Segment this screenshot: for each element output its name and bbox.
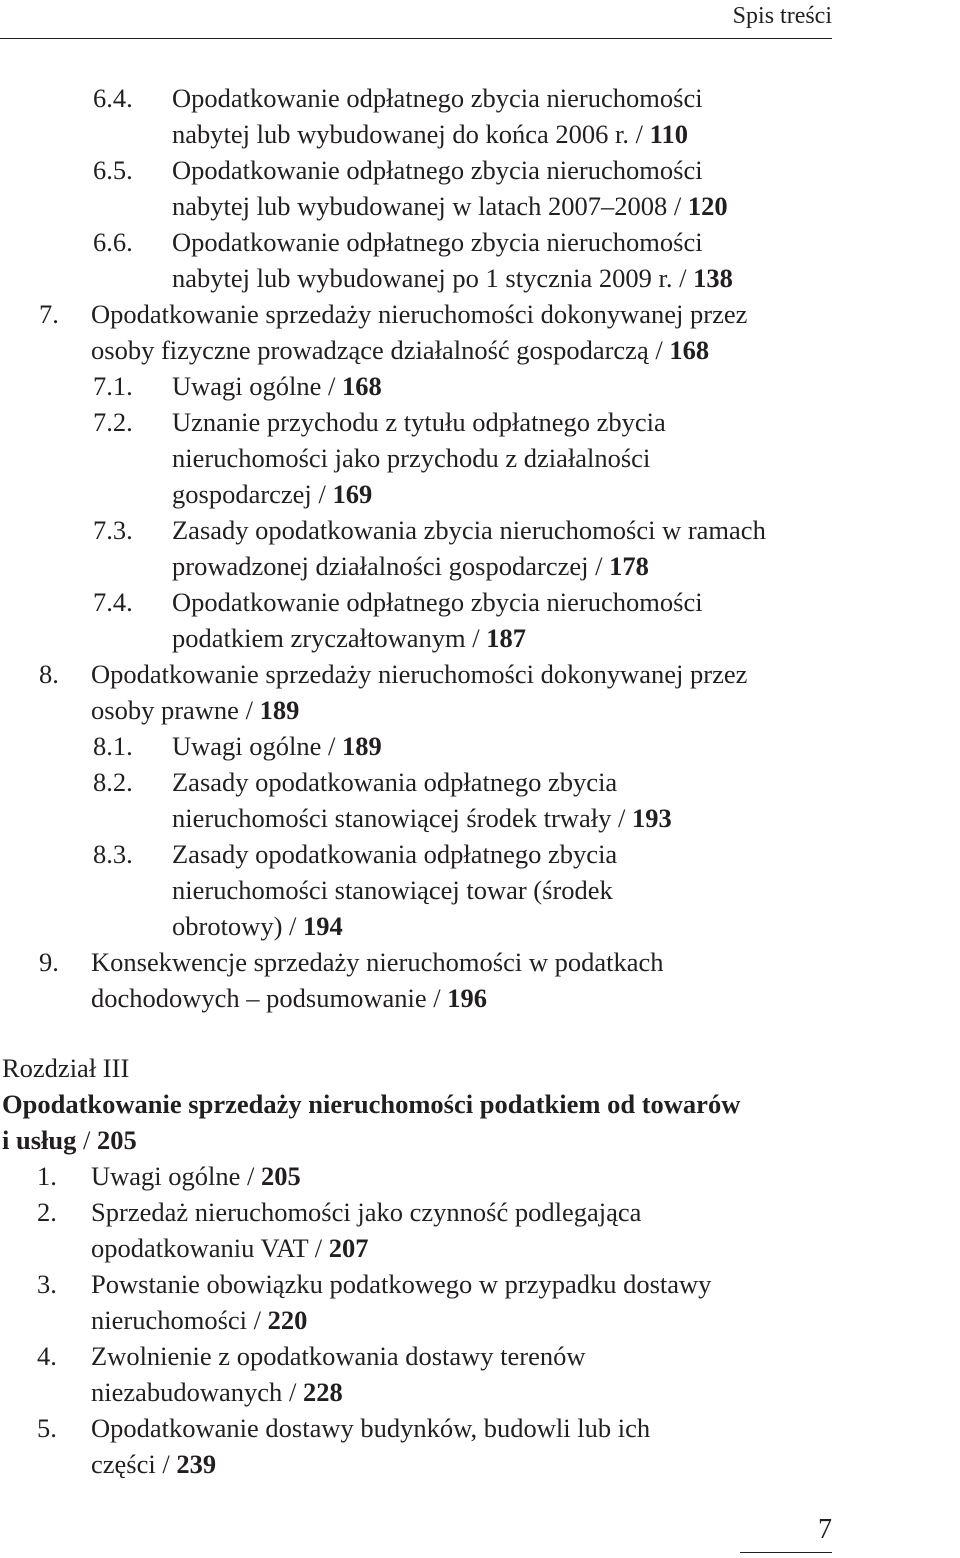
header-rule — [0, 38, 832, 39]
toc-entry-number: 6.5. — [93, 155, 133, 185]
toc-entry-text: Zwolnienie z opodatkowania dostawy terenów — [91, 1341, 586, 1371]
toc-entry-text: nieruchomości jako przychodu z działalności — [172, 443, 651, 473]
toc-entry-text: nabytej lub wybudowanej w latach 2007–2008 / 120 — [172, 191, 728, 221]
chapter-title-line: i usług / 205 — [2, 1125, 137, 1155]
toc-entry-number: 8.1. — [93, 731, 133, 761]
toc-entry-text: Sprzedaż nieruchomości jako czynność podlegająca — [91, 1197, 642, 1227]
toc-entry-text: nabytej lub wybudowanej po 1 stycznia 2009 r. / 138 — [172, 263, 733, 293]
toc-entry-text: Opodatkowanie odpłatnego zbycia nieruchomości — [172, 83, 703, 113]
toc-entry-text: nieruchomości / 220 — [91, 1305, 308, 1335]
toc-entry-text: Powstanie obowiązku podatkowego w przypadku dostawy — [91, 1269, 712, 1299]
toc-entry-number: 9. — [39, 947, 59, 977]
toc-entry-text: Opodatkowanie odpłatnego zbycia nieruchomości — [172, 587, 703, 617]
running-head: Spis treści — [732, 3, 832, 29]
toc-page-number: 220 — [267, 1305, 308, 1335]
toc-entry-text: osoby prawne / 189 — [91, 695, 300, 725]
toc-entry-text: nabytej lub wybudowanej do końca 2006 r. / 110 — [172, 119, 688, 149]
toc-page-number: 187 — [486, 623, 526, 653]
toc-entry-text: Opodatkowanie sprzedaży nieruchomości dokonywanej przez — [91, 659, 748, 689]
toc-entry-text: dochodowych – podsumowanie / 196 — [91, 983, 487, 1013]
toc-entry-number: 8.3. — [93, 839, 133, 869]
toc-page-number: 178 — [609, 551, 649, 581]
toc-entry-text: Opodatkowanie sprzedaży nieruchomości dokonywanej przez — [91, 299, 748, 329]
toc-page-number: 120 — [687, 191, 728, 221]
toc-entry-text: nieruchomości stanowiącej towar (środek — [172, 875, 613, 905]
toc-entry-number: 7. — [39, 299, 59, 329]
toc-page-number: 168 — [342, 371, 382, 401]
toc-page-number: 110 — [649, 119, 688, 149]
toc-page-number: 189 — [342, 731, 382, 761]
toc-page-number: 138 — [693, 263, 733, 293]
chapter-title — [2, 1086, 740, 1158]
toc-entry-number: 7.1. — [93, 371, 133, 401]
toc-page-number: 228 — [302, 1377, 343, 1407]
toc-page-number: 194 — [303, 911, 343, 941]
toc-page-number: 169 — [332, 479, 373, 509]
chapter-page: 205 — [97, 1125, 137, 1155]
toc-entry-text: obrotowy) / 194 — [172, 911, 343, 941]
toc-entry-text: Uznanie przychodu z tytułu odpłatnego zbycia — [172, 407, 666, 437]
toc-entry-text: Uwagi ogólne / 189 — [172, 731, 382, 761]
toc-entry-text: opodatkowaniu VAT / 207 — [91, 1233, 369, 1263]
page-number: 7 — [818, 1514, 832, 1545]
toc-entry-text: osoby fizyczne prowadzące działalność gospodarczą / 168 — [91, 335, 710, 365]
toc-entry-number: 2. — [37, 1197, 57, 1227]
toc-entry-text: prowadzonej działalności gospodarczej / 178 — [172, 551, 649, 581]
toc-page-number: 205 — [261, 1161, 301, 1191]
toc-entry-text: Uwagi ogólne / 205 — [91, 1161, 301, 1191]
toc-entry-text: gospodarczej / 169 — [172, 479, 373, 509]
toc-entry-number: 6.6. — [93, 227, 133, 257]
chapter-label: Rozdział III — [2, 1053, 130, 1083]
chapter-title-line: Opodatkowanie sprzedaży nieruchomości podatkiem od towarów — [2, 1089, 741, 1119]
toc-entry-text: podatkiem zryczałtowanym / 187 — [172, 623, 526, 653]
toc-entry-text: nieruchomości stanowiącej środek trwały / 193 — [172, 803, 672, 833]
toc-entry-text: Zasady opodatkowania zbycia nieruchomości w ramach — [172, 515, 766, 545]
toc-entry-text: Uwagi ogólne / 168 — [172, 371, 382, 401]
toc-entry-number: 8.2. — [93, 767, 133, 797]
toc-entry-number: 6.4. — [93, 83, 133, 113]
toc-entry-number: 4. — [37, 1341, 57, 1371]
toc-entry-text: Konsekwencje sprzedaży nieruchomości w podatkach — [91, 947, 664, 977]
toc-entry-text: niezabudowanych / 228 — [91, 1377, 343, 1407]
footer-rule — [740, 1552, 832, 1553]
toc-entry-text: Opodatkowanie odpłatnego zbycia nieruchomości — [172, 227, 703, 257]
toc-entry-number: 7.3. — [93, 515, 133, 545]
toc-entry-number: 3. — [37, 1269, 57, 1299]
toc-page-number: 189 — [259, 695, 300, 725]
toc-entry-number: 7.2. — [93, 407, 133, 437]
toc-entry-text: Zasady opodatkowania odpłatnego zbycia — [172, 839, 618, 869]
toc-page-number: 193 — [631, 803, 672, 833]
toc-entry-text: części / 239 — [91, 1449, 217, 1479]
toc-entry-number: 5. — [37, 1413, 57, 1443]
toc-page-number: 168 — [669, 335, 710, 365]
toc-page-number: 239 — [176, 1449, 217, 1479]
toc-entry-text: Opodatkowanie dostawy budynków, budowli lub ich — [91, 1413, 651, 1443]
toc-page-number: 196 — [447, 983, 487, 1013]
toc-entry-text: Zasady opodatkowania odpłatnego zbycia — [172, 767, 618, 797]
toc-page-number: 207 — [328, 1233, 369, 1263]
toc-entry-number: 1. — [37, 1161, 57, 1191]
toc-entry-text: Opodatkowanie odpłatnego zbycia nieruchomości — [172, 155, 703, 185]
toc-entry-number: 7.4. — [93, 587, 133, 617]
toc-entry-number: 8. — [39, 659, 59, 689]
